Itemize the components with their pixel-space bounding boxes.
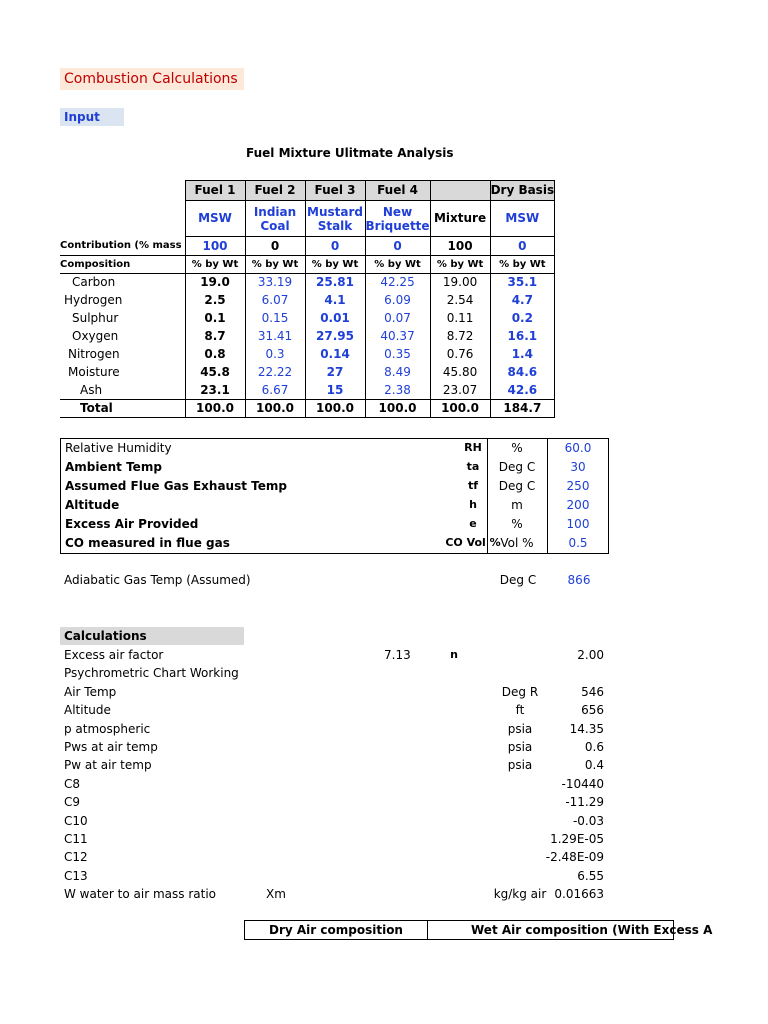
- calc-row: [64, 885, 624, 903]
- calc-label: C11: [64, 832, 88, 846]
- calc-label: Altitude: [64, 703, 111, 718]
- table-cell: 2.5: [185, 292, 245, 310]
- table-row: [60, 274, 555, 292]
- parameter-symbol: e: [469, 517, 477, 530]
- calc-row: [64, 701, 624, 719]
- calc-row: [64, 812, 624, 830]
- composition-label: Hydrogen: [64, 293, 123, 307]
- table-cell: 23.07: [430, 382, 490, 400]
- table-cell: 27.95: [305, 328, 365, 346]
- table-cell: 19.0: [185, 274, 245, 292]
- calc-label: C10: [64, 813, 88, 828]
- calc-label: Excess air factor: [64, 648, 164, 662]
- table-cell: 42.25: [365, 274, 430, 292]
- parameter-symbol: tf: [467, 479, 479, 492]
- fuel-name: MSW: [185, 201, 245, 237]
- composition-label: Ash: [80, 382, 103, 397]
- calc-unit: Deg R: [501, 684, 539, 699]
- calc-intermediate: Xm: [266, 887, 286, 902]
- composition-label: Moisture: [68, 365, 120, 379]
- contribution-row: [60, 237, 555, 256]
- parameter-row: [61, 496, 608, 514]
- table-cell: 0.35: [365, 346, 430, 364]
- total-row: [60, 400, 555, 418]
- parameter-unit: %: [511, 517, 523, 531]
- calc-label: C8: [64, 776, 81, 791]
- table-cell: 40.37: [365, 328, 430, 346]
- total-cell: 184.7: [490, 400, 555, 418]
- table-cell: 0.15: [245, 310, 305, 328]
- parameter-row: [61, 477, 608, 495]
- fuel-name: Mixture: [430, 201, 490, 237]
- calc-label: W water to air mass ratio: [64, 887, 217, 902]
- table-cell: 31.41: [245, 328, 305, 346]
- parameters-table: [60, 438, 609, 554]
- table-cell: 42.6: [490, 382, 555, 400]
- calc-label: C12: [64, 850, 88, 865]
- parameter-value: 60.0: [564, 441, 592, 455]
- calc-row: [64, 720, 624, 738]
- fuel-header: Fuel 2: [245, 181, 305, 201]
- table-cell: 100: [185, 237, 245, 256]
- calc-label: p atmospheric: [64, 721, 151, 736]
- units-row: [60, 256, 555, 274]
- total-cell: 100.0: [430, 400, 490, 418]
- table-cell: 84.6: [490, 364, 555, 382]
- fuel-header: Fuel 4: [365, 181, 430, 201]
- calc-label: Pws at air temp: [64, 740, 158, 754]
- calc-row: [64, 848, 624, 866]
- table-cell: 0.2: [490, 310, 555, 328]
- unit-cell: % by Wt: [245, 256, 305, 274]
- fuel-name: MSW: [490, 201, 555, 237]
- parameter-symbol: RH: [464, 441, 482, 454]
- parameter-label: CO measured in flue gas: [65, 536, 230, 550]
- calc-value: 546: [581, 684, 604, 699]
- table-cell: 0.1: [185, 310, 245, 328]
- composition-label: Sulphur: [72, 311, 119, 325]
- fuel-table-title: Fuel Mixture Ulitmate Analysis: [246, 146, 454, 160]
- table-cell: 27: [305, 364, 365, 382]
- calc-symbol: n: [450, 648, 458, 661]
- parameter-value: 30: [570, 460, 586, 474]
- calc-row: [64, 646, 624, 664]
- calc-value: 0.4: [584, 758, 604, 773]
- calc-value: 0.01663: [554, 887, 604, 902]
- parameter-unit: m: [511, 498, 523, 512]
- wet-air-header: Wet Air composition (With Excess A: [471, 923, 713, 937]
- table-cell: 4.7: [490, 292, 555, 310]
- table-row: [60, 310, 555, 328]
- dry-air-header: Dry Air composition: [269, 923, 403, 937]
- parameter-value: 200: [566, 498, 590, 512]
- composition-label: Oxygen: [72, 329, 119, 343]
- parameter-unit: Deg C: [498, 460, 536, 474]
- parameter-row: [61, 534, 608, 552]
- calc-label: Air Temp: [64, 684, 117, 699]
- table-cell: 0: [245, 237, 305, 256]
- parameter-unit: Deg C: [498, 479, 536, 493]
- parameter-value: 100: [566, 517, 590, 531]
- table-cell: 45.8: [185, 364, 245, 382]
- parameter-symbol: CO Vol %: [445, 536, 501, 549]
- fuel-analysis-table: [60, 180, 555, 418]
- parameter-unit: Vol %: [500, 536, 534, 550]
- calc-row: [64, 830, 624, 848]
- total-label: Total: [60, 400, 185, 418]
- calc-intermediate: 7.13: [384, 648, 411, 662]
- calc-value: 6.55: [577, 868, 604, 883]
- table-cell: 0.01: [305, 310, 365, 328]
- table-cell: 4.1: [305, 292, 365, 310]
- calc-label: Pw at air temp: [64, 758, 152, 773]
- parameter-unit: %: [511, 441, 523, 455]
- table-row: [60, 346, 555, 364]
- table-cell: 0: [490, 237, 555, 256]
- calc-unit: psia: [507, 740, 533, 754]
- table-row: [60, 292, 555, 310]
- table-header-row: [60, 181, 555, 201]
- table-cell: 6.07: [245, 292, 305, 310]
- composition-label: Composition: [60, 256, 185, 274]
- calc-row: [64, 775, 624, 793]
- table-cell: 2.38: [365, 382, 430, 400]
- calc-unit: kg/kg air: [493, 887, 547, 902]
- table-cell: 0: [365, 237, 430, 256]
- table-cell: 2.54: [430, 292, 490, 310]
- calc-row: [64, 867, 624, 885]
- calc-value: -0.03: [572, 813, 604, 828]
- table-cell: 33.19: [245, 274, 305, 292]
- calc-label: C13: [64, 868, 88, 883]
- table-cell: 16.1: [490, 328, 555, 346]
- unit-cell: % by Wt: [305, 256, 365, 274]
- table-cell: 0.07: [365, 310, 430, 328]
- fuel-name: New Briquette: [365, 201, 430, 237]
- fuel-name: Indian Coal: [245, 201, 305, 237]
- adiabatic-value: 866: [567, 573, 591, 587]
- unit-cell: % by Wt: [430, 256, 490, 274]
- input-section-label: Input: [60, 108, 124, 126]
- table-cell: 100: [430, 237, 490, 256]
- table-cell: 0: [305, 237, 365, 256]
- calc-row: [64, 664, 624, 682]
- table-row: [60, 364, 555, 382]
- parameter-symbol: ta: [466, 460, 480, 473]
- parameter-row: [61, 515, 608, 533]
- table-cell: 0.11: [430, 310, 490, 328]
- parameter-label: Excess Air Provided: [65, 517, 199, 531]
- calc-value: -2.48E-09: [545, 850, 604, 865]
- table-cell: 6.67: [245, 382, 305, 400]
- table-cell: 19.00: [430, 274, 490, 292]
- calc-unit: psia: [507, 758, 533, 773]
- parameter-label: Altitude: [65, 498, 120, 512]
- table-cell: 8.49: [365, 364, 430, 382]
- total-cell: 100.0: [305, 400, 365, 418]
- calc-value: -11.29: [565, 795, 604, 810]
- table-cell: 35.1: [490, 274, 555, 292]
- calc-label: Psychrometric Chart Working: [64, 666, 239, 681]
- table-cell: 0.14: [305, 346, 365, 364]
- calc-row: [64, 738, 624, 756]
- calc-row: [64, 683, 624, 701]
- total-cell: 100.0: [185, 400, 245, 418]
- total-cell: 100.0: [245, 400, 305, 418]
- table-cell: 22.22: [245, 364, 305, 382]
- composition-label: Carbon: [72, 275, 116, 290]
- table-cell: 25.81: [305, 274, 365, 292]
- composition-label: Nitrogen: [68, 347, 120, 361]
- calculations-header: Calculations: [60, 627, 244, 645]
- adiabatic-label: Adiabatic Gas Temp (Assumed): [64, 573, 251, 587]
- total-cell: 100.0: [365, 400, 430, 418]
- adiabatic-unit: Deg C: [499, 573, 537, 587]
- calc-unit: psia: [507, 721, 533, 736]
- parameter-row: [61, 458, 608, 476]
- table-cell: 6.09: [365, 292, 430, 310]
- parameter-symbol: h: [469, 498, 477, 511]
- table-cell: 8.7: [185, 328, 245, 346]
- calc-value: 0.6: [584, 740, 604, 754]
- fuel-name: Mustard Stalk: [305, 201, 365, 237]
- calc-value: 1.29E-05: [550, 832, 604, 846]
- table-cell: 15: [305, 382, 365, 400]
- table-cell: 45.80: [430, 364, 490, 382]
- parameter-value: 250: [566, 479, 590, 493]
- page-title: Combustion Calculations: [60, 68, 244, 90]
- calc-row: [64, 756, 624, 774]
- parameter-label: Ambient Temp: [65, 460, 162, 474]
- fuel-header: [430, 181, 490, 201]
- table-cell: 23.1: [185, 382, 245, 400]
- air-composition-header: [244, 920, 713, 940]
- parameter-row: [61, 439, 608, 457]
- calc-value: 2.00: [577, 648, 604, 662]
- calc-row: [64, 793, 624, 811]
- parameter-value: 0.5: [568, 536, 588, 550]
- table-cell: 8.72: [430, 328, 490, 346]
- fuel-header: Fuel 3: [305, 181, 365, 201]
- fuel-header: Dry Basis: [490, 181, 555, 201]
- unit-cell: % by Wt: [490, 256, 555, 274]
- table-row: [60, 328, 555, 346]
- parameter-label: Assumed Flue Gas Exhaust Temp: [65, 479, 287, 493]
- table-cell: 1.4: [490, 346, 555, 364]
- fuel-header: Fuel 1: [185, 181, 245, 201]
- fuel-name-row: [60, 201, 555, 237]
- calc-value: 656: [581, 703, 604, 718]
- table-cell: 0.8: [185, 346, 245, 364]
- table-row: [60, 382, 555, 400]
- parameter-label: Relative Humidity: [65, 441, 172, 455]
- table-cell: 0.76: [430, 346, 490, 364]
- column-divider: [427, 921, 428, 939]
- calc-value: -10440: [561, 776, 604, 791]
- unit-cell: % by Wt: [185, 256, 245, 274]
- calc-value: 14.35: [569, 721, 604, 736]
- unit-cell: % by Wt: [365, 256, 430, 274]
- calc-label: C9: [64, 795, 81, 810]
- contribution-label: Contribution (% mass: [60, 237, 185, 256]
- calc-unit: ft: [515, 703, 525, 718]
- table-cell: 0.3: [245, 346, 305, 364]
